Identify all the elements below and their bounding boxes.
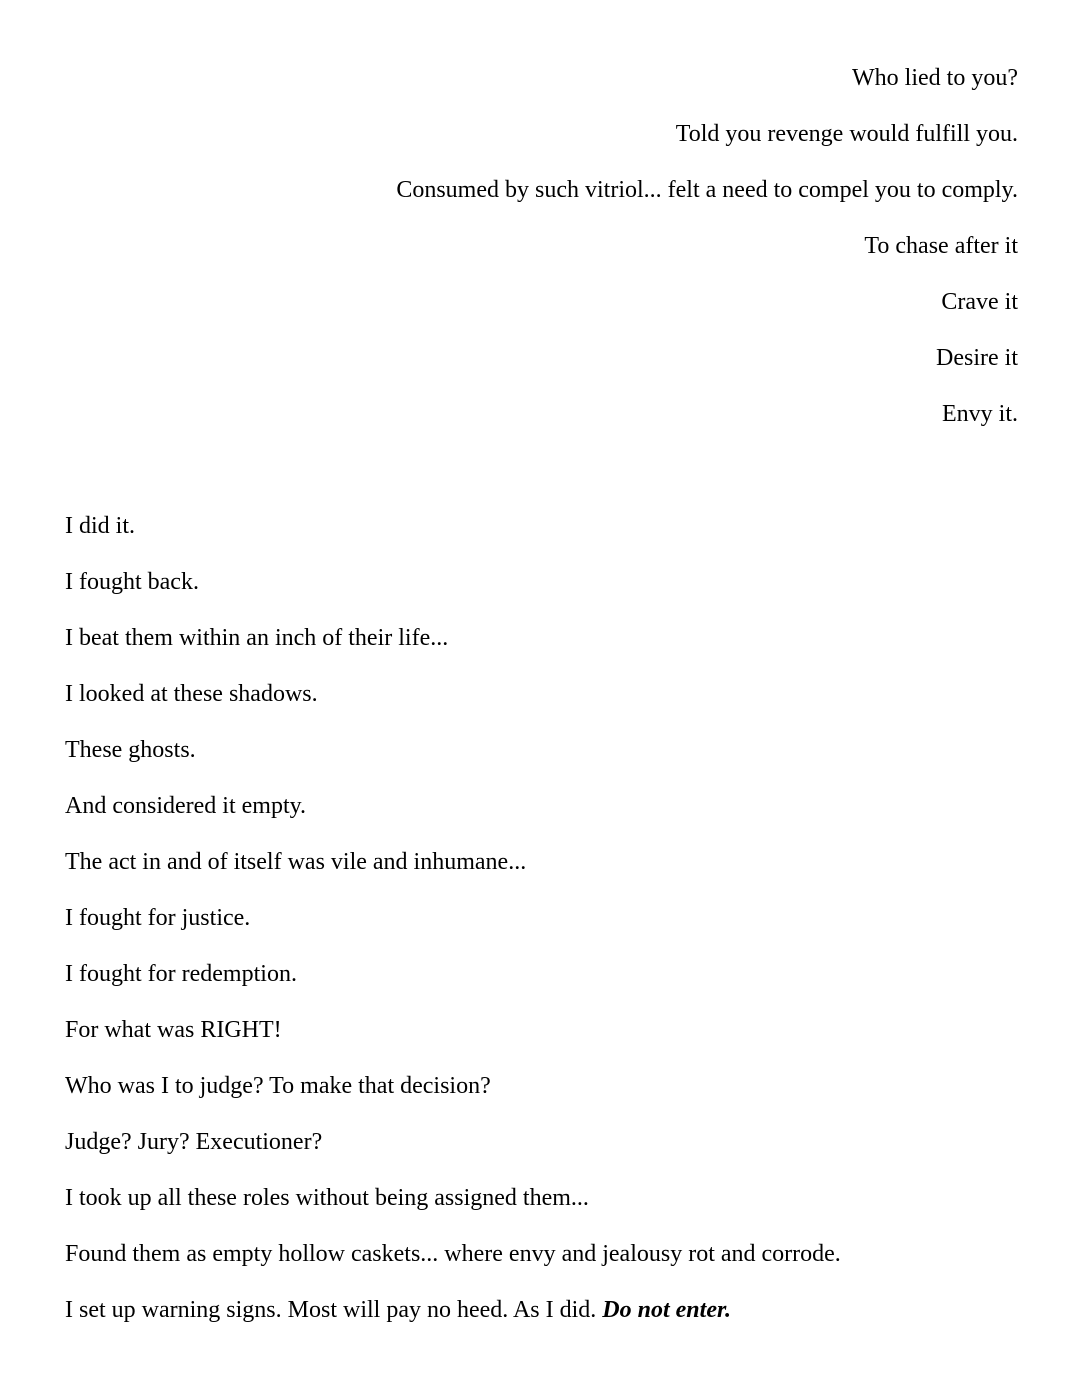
paragraph: I beat them within an inch of their life... [65,625,449,651]
paragraph: I fought for redemption. [65,961,297,987]
paragraph: The act in and of itself was vile and inhumane... [65,849,527,875]
paragraph: I looked at these shadows. [65,681,318,707]
paragraph: Told you revenge would fulfill you. [675,121,1018,147]
paragraph: Judge? Jury? Executioner? [65,1129,323,1155]
paragraph: I took up all these roles without being assigned them... [65,1185,589,1211]
paragraph: To chase after it [864,233,1018,259]
paragraph: Desire it [936,345,1018,371]
closing-paragraph [65,1282,1018,1338]
paragraph: Crave it [941,289,1018,315]
paragraph: For what was RIGHT! [65,1017,282,1043]
paragraph: I did it. [65,513,135,539]
closing-text: I set up warning signs. Most will pay no heed. As I did. [65,1297,603,1323]
paragraph: Who lied to you? [852,65,1018,91]
paragraph: Who was I to judge? To make that decision? [65,1073,491,1099]
paragraph: Envy it. [942,401,1018,427]
right-aligned-block [65,50,1018,442]
paragraph: These ghosts. [65,737,196,763]
left-aligned-block [65,498,1018,1338]
closing-emphasis: Do not enter. [602,1297,731,1323]
paragraph: And considered it empty. [65,793,307,819]
blank-line-spacer [65,442,1018,498]
paragraph: Consumed by such vitriol... felt a need to compel you to comply. [396,177,1018,203]
paragraph: Found them as empty hollow caskets... where envy and jealousy rot and corrode. [65,1241,841,1267]
paragraph: I fought back. [65,569,199,595]
paragraph: I fought for justice. [65,905,251,931]
